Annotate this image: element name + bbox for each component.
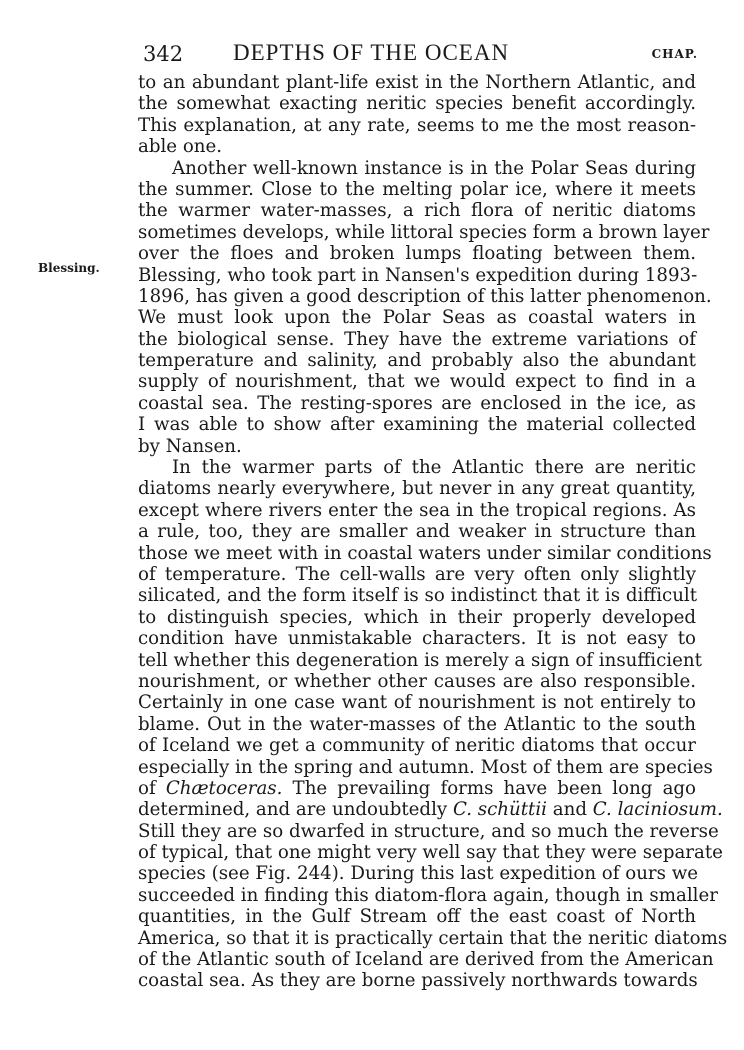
text-line: In the warmer parts of the Atlantic there are neritic (172, 457, 696, 479)
text-line (138, 778, 696, 799)
italic-term: C. laciniosum. (592, 799, 723, 821)
text-line: temperature and salinity, and probably also the abundant (138, 350, 696, 372)
text-line: diatoms nearly everywhere, but never in any great quantity, (138, 478, 696, 500)
text-line: This explanation, at any rate, seems to me the most reason- (138, 114, 696, 136)
running-header (138, 40, 698, 70)
text-line: coastal sea. The resting-spores are enclosed in the ice, as (138, 392, 696, 414)
text-line: to an abundant plant-life exist in the Northern Atlantic, and (138, 72, 696, 93)
text-line: Certainly in one case want of nourishment is not entirely to (138, 692, 696, 714)
text-line: to distinguish species, which in their properly developed (138, 606, 696, 628)
text-segment: determined, and are undoubtedly (138, 799, 453, 821)
text-segment: The prevailing forms have been long ago (282, 777, 697, 799)
body-text (138, 72, 728, 992)
page-number: 342 (143, 42, 184, 66)
text-line: succeeded in finding this diatom-flora again, though in smaller (138, 884, 718, 906)
text-line: 1896, has given a good description of this latter phenomenon. (138, 285, 712, 307)
text-line: over the floes and broken lumps floating between them. (138, 243, 696, 265)
text-line: quantities, in the Gulf Stream off the east coast of North (138, 906, 696, 928)
text-line: I was able to show after examining the material collected (138, 414, 696, 436)
text-line: the warmer water-masses, a rich flora of neritic diatoms (138, 200, 696, 222)
text-line: Another well-known instance is in the Polar Seas during (172, 157, 696, 179)
text-line: supply of nourishment, that we would expect to find in a (138, 371, 696, 393)
text-line (138, 799, 723, 821)
text-line: those we meet with in coastal waters under similar conditions (138, 542, 712, 564)
text-line: able one. (138, 136, 223, 158)
text-line: blame. Out in the water-masses of the Atlantic to the south (138, 713, 696, 735)
text-line: coastal sea. As they are borne passively northwards towards (138, 970, 698, 992)
italic-term: Chætoceras. (165, 777, 283, 799)
text-line: sometimes develops, while littoral species form a brown layer (138, 221, 710, 243)
chapter-abbrev: CHAP. (651, 47, 698, 61)
text-line: of typical, that one might very well say that they were separate (138, 842, 723, 864)
text-line: of Iceland we get a community of neritic diatoms that occur (138, 735, 696, 757)
text-line: the biological sense. They have the extreme variations of (138, 328, 696, 350)
text-line: especially in the spring and autumn. Most of them are species (138, 756, 713, 778)
text-line: We must look upon the Polar Seas as coastal waters in (138, 307, 696, 329)
text-line: of the Atlantic south of Iceland are derived from the American (138, 949, 714, 971)
text-segment: of (138, 777, 166, 799)
margin-note: Blessing. (38, 261, 100, 275)
text-line: silicated, and the form itself is so indistinct that it is difficult (138, 585, 698, 607)
running-title: DEPTHS OF THE OCEAN (233, 40, 510, 65)
text-segment: and (546, 799, 593, 821)
text-line: condition have unmistakable characters. It is not easy to (138, 628, 696, 650)
text-line: of temperature. The cell-walls are very often only slightly (138, 563, 696, 585)
text-line: nourishment, or whether other causes are also responsible. (138, 670, 696, 692)
text-line: Still they are so dwarfed in structure, and so much the reverse (138, 820, 719, 842)
text-line: America, so that it is practically certain that the neritic diatoms (138, 927, 728, 949)
text-line: species (see Fig. 244). During this last expedition of ours we (138, 863, 699, 885)
text-line: by Nansen. (138, 435, 242, 457)
italic-term: C. schüttii (452, 799, 547, 821)
text-line: tell whether this degeneration is merely a sign of insufficient (138, 649, 702, 671)
text-line: the summer. Close to the melting polar ice, where it meets (138, 178, 696, 200)
text-line: except where rivers enter the sea in the tropical regions. As (138, 499, 696, 521)
text-line: a rule, too, they are smaller and weaker in structure than (138, 521, 696, 543)
text-line: Blessing, who took part in Nansen's expedition during 1893- (138, 264, 698, 286)
text-line: the somewhat exacting neritic species benefit accordingly. (138, 93, 696, 115)
